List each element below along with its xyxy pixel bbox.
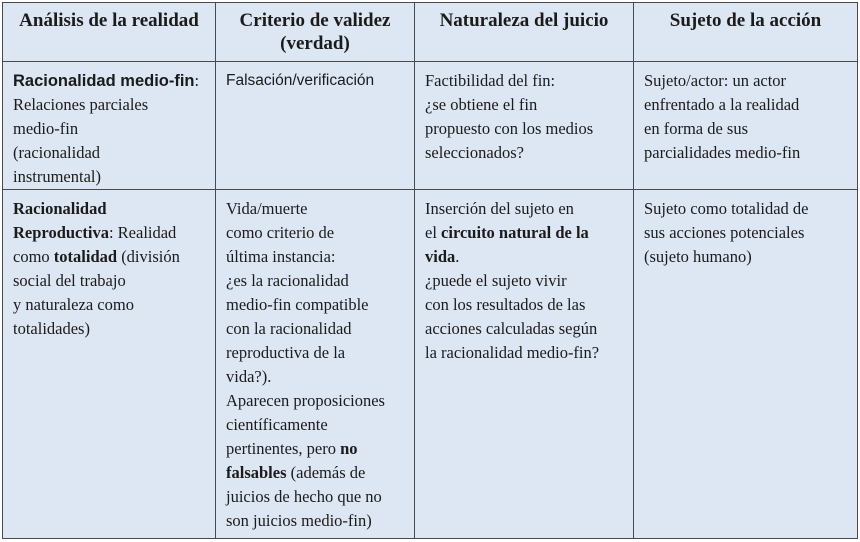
header-analisis: Análisis de la realidad [3, 3, 216, 62]
cell-r2-naturaleza: Inserción del sujeto en el circuito natural de la vida. ¿puede el sujeto vivir con los resultados de las acciones calculadas según la racionalidad medio-fin? [415, 190, 634, 539]
cell-r1-criterio: Falsación/verificación [216, 62, 415, 190]
header-row [3, 3, 858, 62]
cell-r1-sujeto: Sujeto/actor: un actor enfrentado a la realidad en forma de sus parcialidades medio-fin [634, 62, 858, 190]
cell-r2-sujeto: Sujeto como totalidad de sus acciones potenciales (sujeto humano) [634, 190, 858, 539]
term-racionalidad-medio-fin: Racionalidad medio-fin [13, 72, 195, 90]
cell-r2-criterio: Vida/muerte como criterio de última instancia: ¿es la racionalidad medio-fin compatible con la racionalidad reproductiva de la vida?). Aparecen proposiciones científicamente pertinentes, pero no falsables (además de juicios de hecho que no son juicios medio-fin) [216, 190, 415, 539]
comparison-table [2, 2, 858, 539]
cell-r1-analisis: Racionalidad medio-fin: Relaciones parciales medio-fin (racionalidad instrumental) [3, 62, 216, 190]
cell-r2-analisis: Racionalidad Reproductiva: Realidad como totalidad (división social del trabajo y naturaleza como totalidades) [3, 190, 216, 539]
cell-r1-naturaleza: Factibilidad del fin: ¿se obtiene el fin propuesto con los medios seleccionados? [415, 62, 634, 190]
table-row [3, 190, 858, 539]
header-naturaleza: Naturaleza del juicio [415, 3, 634, 62]
table-row [3, 62, 858, 190]
header-criterio: Criterio de validez (verdad) [216, 3, 415, 62]
header-sujeto: Sujeto de la acción [634, 3, 858, 62]
